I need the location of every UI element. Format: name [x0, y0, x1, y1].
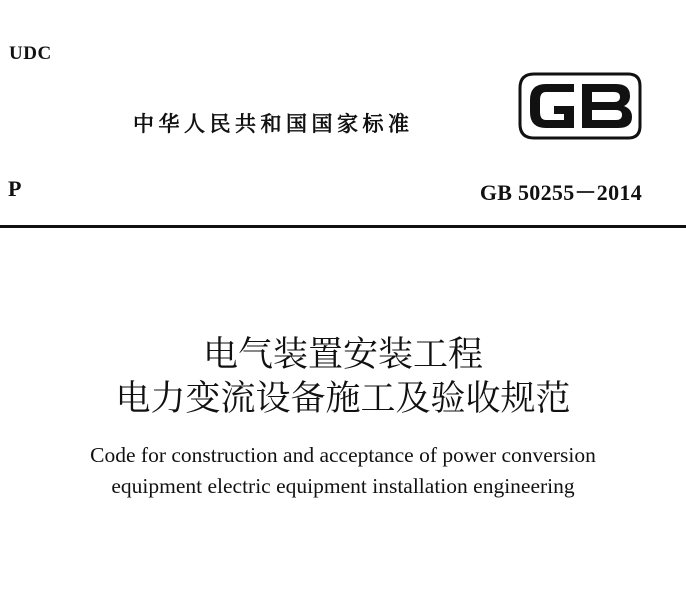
- chinese-title-line-2: 电力变流设备施工及验收规范: [115, 379, 571, 419]
- national-standard-heading: 中华人民共和国国家标准: [133, 112, 414, 136]
- gb-logo: [516, 70, 644, 142]
- udc-label: UDC: [9, 43, 52, 64]
- classification-label: P: [8, 176, 22, 201]
- english-title-line-2: equipment electric equipment installation engineering: [111, 474, 575, 498]
- standard-number: GB 50255－2014: [479, 180, 642, 205]
- header-divider: [0, 225, 686, 228]
- chinese-title-line-1: 电气装置安装工程: [202, 335, 483, 375]
- english-title-line-1: Code for construction and acceptance of power conversion: [90, 443, 596, 467]
